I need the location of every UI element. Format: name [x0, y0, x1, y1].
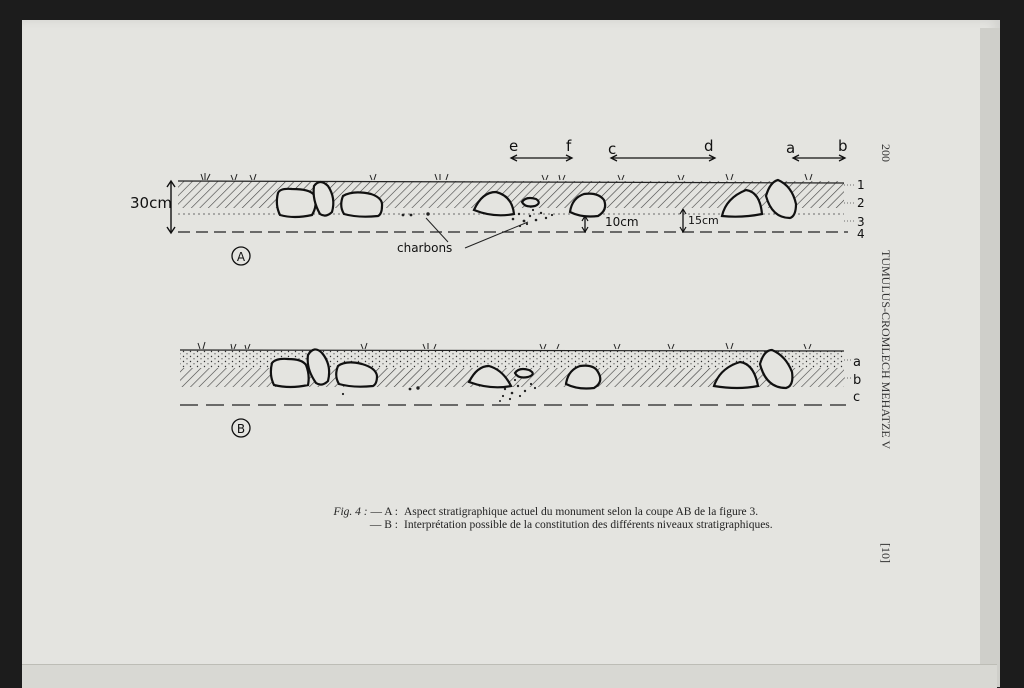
- marker-b: b: [838, 137, 848, 155]
- caption-a-text: Aspect stratigraphique actuel du monument selon la coupe AB de la figure 3.: [404, 506, 759, 518]
- measure-10-label: 10cm: [605, 215, 639, 229]
- section-a-drawing: [167, 155, 855, 248]
- marker-c: c: [608, 140, 617, 158]
- layer-3-label: 3: [857, 215, 865, 229]
- running-head: TUMULUS-CROMLECH MEHATZE V: [879, 250, 893, 450]
- layer-c-label: c: [853, 390, 861, 405]
- section-b-drawing: [180, 342, 852, 405]
- marker-d: d: [704, 137, 714, 155]
- charcoal-label: charbons: [397, 241, 453, 255]
- section-number: [10]: [879, 543, 893, 563]
- measure-15-label: 15cm: [688, 214, 719, 227]
- marker-a: a: [786, 139, 796, 157]
- caption-fig-label: Fig. 4 :: [333, 506, 368, 518]
- layer-4-label: 4: [857, 227, 865, 241]
- caption-b-label: — B :: [369, 519, 398, 531]
- marker-f: f: [566, 137, 572, 155]
- page-number: 200: [879, 144, 893, 162]
- layer-1-label: 1: [857, 178, 865, 192]
- caption-a-label: — A :: [370, 506, 398, 518]
- marker-e: e: [509, 137, 519, 155]
- caption-b-text: Interprétation possible de la constitution des différents niveaux stratigraphiques.: [404, 519, 773, 531]
- layer-a-label: a: [853, 355, 861, 370]
- figure-caption: [326, 506, 786, 532]
- section-a-label: A: [236, 250, 246, 264]
- layer-2-label: 2: [857, 196, 865, 210]
- depth-label: 30cm: [130, 194, 172, 212]
- section-b-label: B: [236, 422, 246, 436]
- layer-b-label: b: [853, 373, 862, 388]
